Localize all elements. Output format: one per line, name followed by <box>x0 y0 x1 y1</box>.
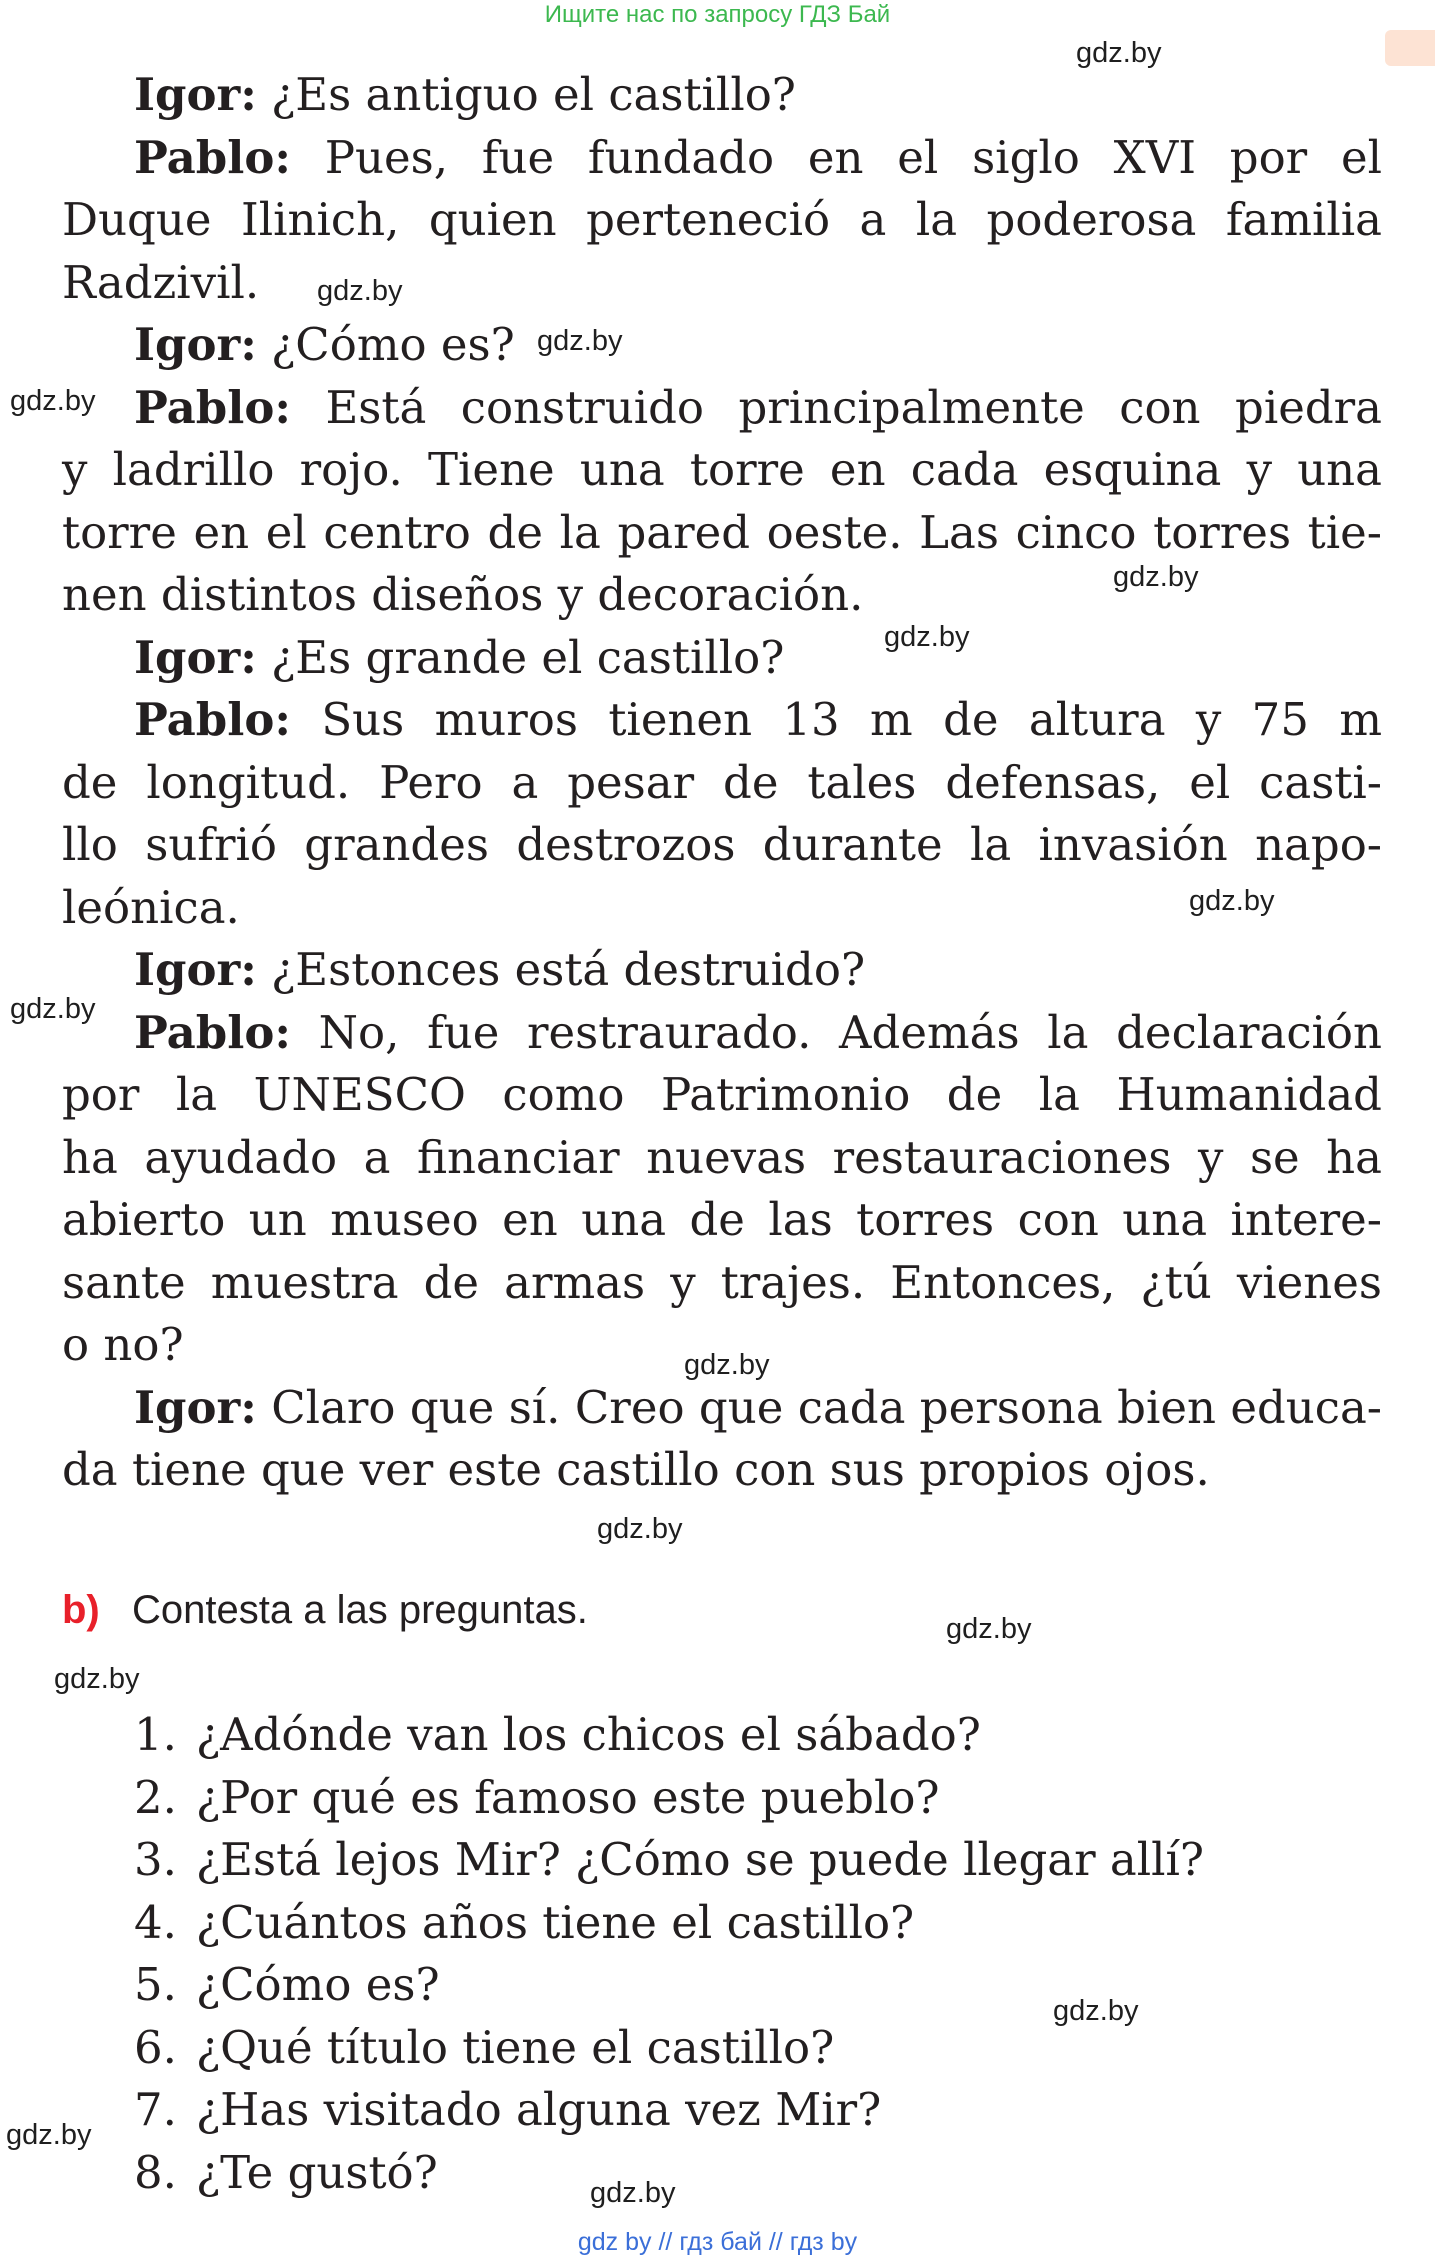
line-text: Sus muros tienen 13 m de altura y 75 m <box>290 693 1382 746</box>
question-item <box>134 1704 1204 1767</box>
watermark: gdz.by <box>884 621 970 653</box>
watermark: gdz.by <box>684 1349 770 1381</box>
question-number: 6. <box>134 2020 177 2074</box>
question-number: 5. <box>134 1958 177 2011</box>
watermark: gdz.by <box>6 2119 92 2151</box>
question-number: 1. <box>134 1708 177 1761</box>
speaker-pablo: Pablo: <box>134 130 291 184</box>
question-number: 4. <box>134 1895 177 1949</box>
dialogue-line: da tiene que ver este castillo con sus propios ojos. <box>62 1443 1210 1496</box>
top-search-link[interactable]: Ищите нас по запросу ГДЗ Бай <box>544 1 891 28</box>
line-text: ¿Es grande el castillo? <box>256 630 785 684</box>
dialogue-line <box>62 377 1382 440</box>
speaker-pablo: Pablo: <box>134 1005 291 1059</box>
dialogue-line: torre en el centro de la pared oeste. Las cinco torres tie- <box>62 505 1382 559</box>
question-text: ¿Cuántos años tiene el castillo? <box>196 1895 915 1949</box>
dialogue-line: Duque Ilinich, quien perteneció a la poderosa familia <box>62 193 1382 246</box>
dialogue-line <box>62 1002 1382 1065</box>
watermark: gdz.by <box>54 1663 140 1695</box>
watermark: gdz.by <box>10 993 96 1025</box>
line-text: ¿Estonces está destruido? <box>256 943 866 996</box>
dialogue-line <box>62 127 1382 190</box>
speaker-pablo: Pablo: <box>134 693 291 746</box>
question-number: 8. <box>134 2145 177 2199</box>
watermark: gdz.by <box>1113 561 1199 593</box>
speaker-igor: Igor: <box>134 630 257 684</box>
dialogue-line <box>62 627 1382 690</box>
question-text: ¿Has visitado alguna vez Mir? <box>196 2083 882 2136</box>
watermark: gdz.by <box>10 385 96 417</box>
question-text: ¿Qué título tiene el castillo? <box>196 2020 835 2074</box>
speaker-igor: Igor: <box>134 68 257 121</box>
dialogue-line: Radzivil. <box>62 255 260 309</box>
dialogue-line: llo sufrió grandes destrozos durante la invasión napo- <box>62 818 1382 871</box>
question-number: 2. <box>134 1770 177 1824</box>
question-number: 3. <box>134 1833 177 1886</box>
question-item <box>134 2142 1204 2205</box>
line-text: Está construido principalmente con piedra <box>290 380 1382 434</box>
speaker-pablo: Pablo: <box>134 380 291 434</box>
question-text: ¿Está lejos Mir? ¿Cómo se puede llegar allí? <box>196 1833 1205 1886</box>
line-text: No, fue restraurado. Además la declaración <box>290 1005 1382 1059</box>
dialogue-line: y ladrillo rojo. Tiene una torre en cada esquina y una <box>62 443 1382 496</box>
question-item <box>134 1892 1204 1955</box>
line-text: Pues, fue fundado en el siglo XVI por el <box>290 130 1382 184</box>
exercise-instruction: Contesta a las preguntas. <box>132 1588 588 1632</box>
dialogue-line: de longitud. Pero a pesar de tales defensas, el casti- <box>62 755 1382 809</box>
question-text: ¿Por qué es famoso este pueblo? <box>196 1770 940 1824</box>
line-text: ¿Cómo es? <box>256 318 515 371</box>
question-item <box>134 1954 1204 2017</box>
line-text: ¿Es antiguo el castillo? <box>256 68 796 121</box>
exercise-letter: b) <box>62 1588 100 1632</box>
dialogue-line: abierto un museo en una de las torres con una intere- <box>62 1193 1382 1246</box>
question-item <box>134 2079 1204 2142</box>
dialogue-text <box>62 64 1382 1502</box>
footer-links[interactable]: gdz by // гдз бай // гдз by <box>577 2228 858 2256</box>
question-text: ¿Cómo es? <box>196 1958 440 2011</box>
dialogue-line <box>62 689 1382 752</box>
dialogue-line <box>62 314 1382 377</box>
watermark: gdz.by <box>1053 1995 1139 2027</box>
watermark: gdz.by <box>317 275 403 307</box>
watermark: gdz.by <box>1076 37 1162 69</box>
dialogue-line: nen distintos diseños y decoración. <box>62 568 864 621</box>
dialogue-line: por la UNESCO como Patrimonio de la Humanidad <box>62 1068 1382 1121</box>
question-item <box>134 1767 1204 1830</box>
dialogue-line: leónica. <box>62 880 240 934</box>
watermark: gdz.by <box>946 1613 1032 1645</box>
dialogue-line: o no? <box>62 1318 184 1371</box>
dialogue-line <box>62 939 1382 1002</box>
watermark: gdz.by <box>537 325 623 357</box>
question-number: 7. <box>134 2083 177 2136</box>
dialogue-line <box>62 1377 1382 1440</box>
exercise-b-heading <box>62 1585 588 1635</box>
speaker-igor: Igor: <box>134 318 257 371</box>
speaker-igor: Igor: <box>134 1380 257 1434</box>
watermark: gdz.by <box>590 2177 676 2209</box>
speaker-igor: Igor: <box>134 943 257 996</box>
corner-tab-decoration <box>1385 30 1435 66</box>
question-text: ¿Te gustó? <box>196 2145 438 2199</box>
dialogue-line: sante muestra de armas y trajes. Entonces, ¿tú vienes <box>62 1255 1382 1309</box>
dialogue-line: ha ayudado a financiar nuevas restauraciones y se ha <box>62 1130 1382 1184</box>
question-item <box>134 1829 1204 1892</box>
line-text: Claro que sí. Creo que cada persona bien educa- <box>256 1380 1382 1434</box>
watermark: gdz.by <box>597 1513 683 1545</box>
question-text: ¿Adónde van los chicos el sábado? <box>196 1708 981 1761</box>
watermark: gdz.by <box>1189 885 1275 917</box>
dialogue-line <box>62 64 1382 127</box>
question-item <box>134 2017 1204 2080</box>
question-list <box>134 1704 1204 2204</box>
